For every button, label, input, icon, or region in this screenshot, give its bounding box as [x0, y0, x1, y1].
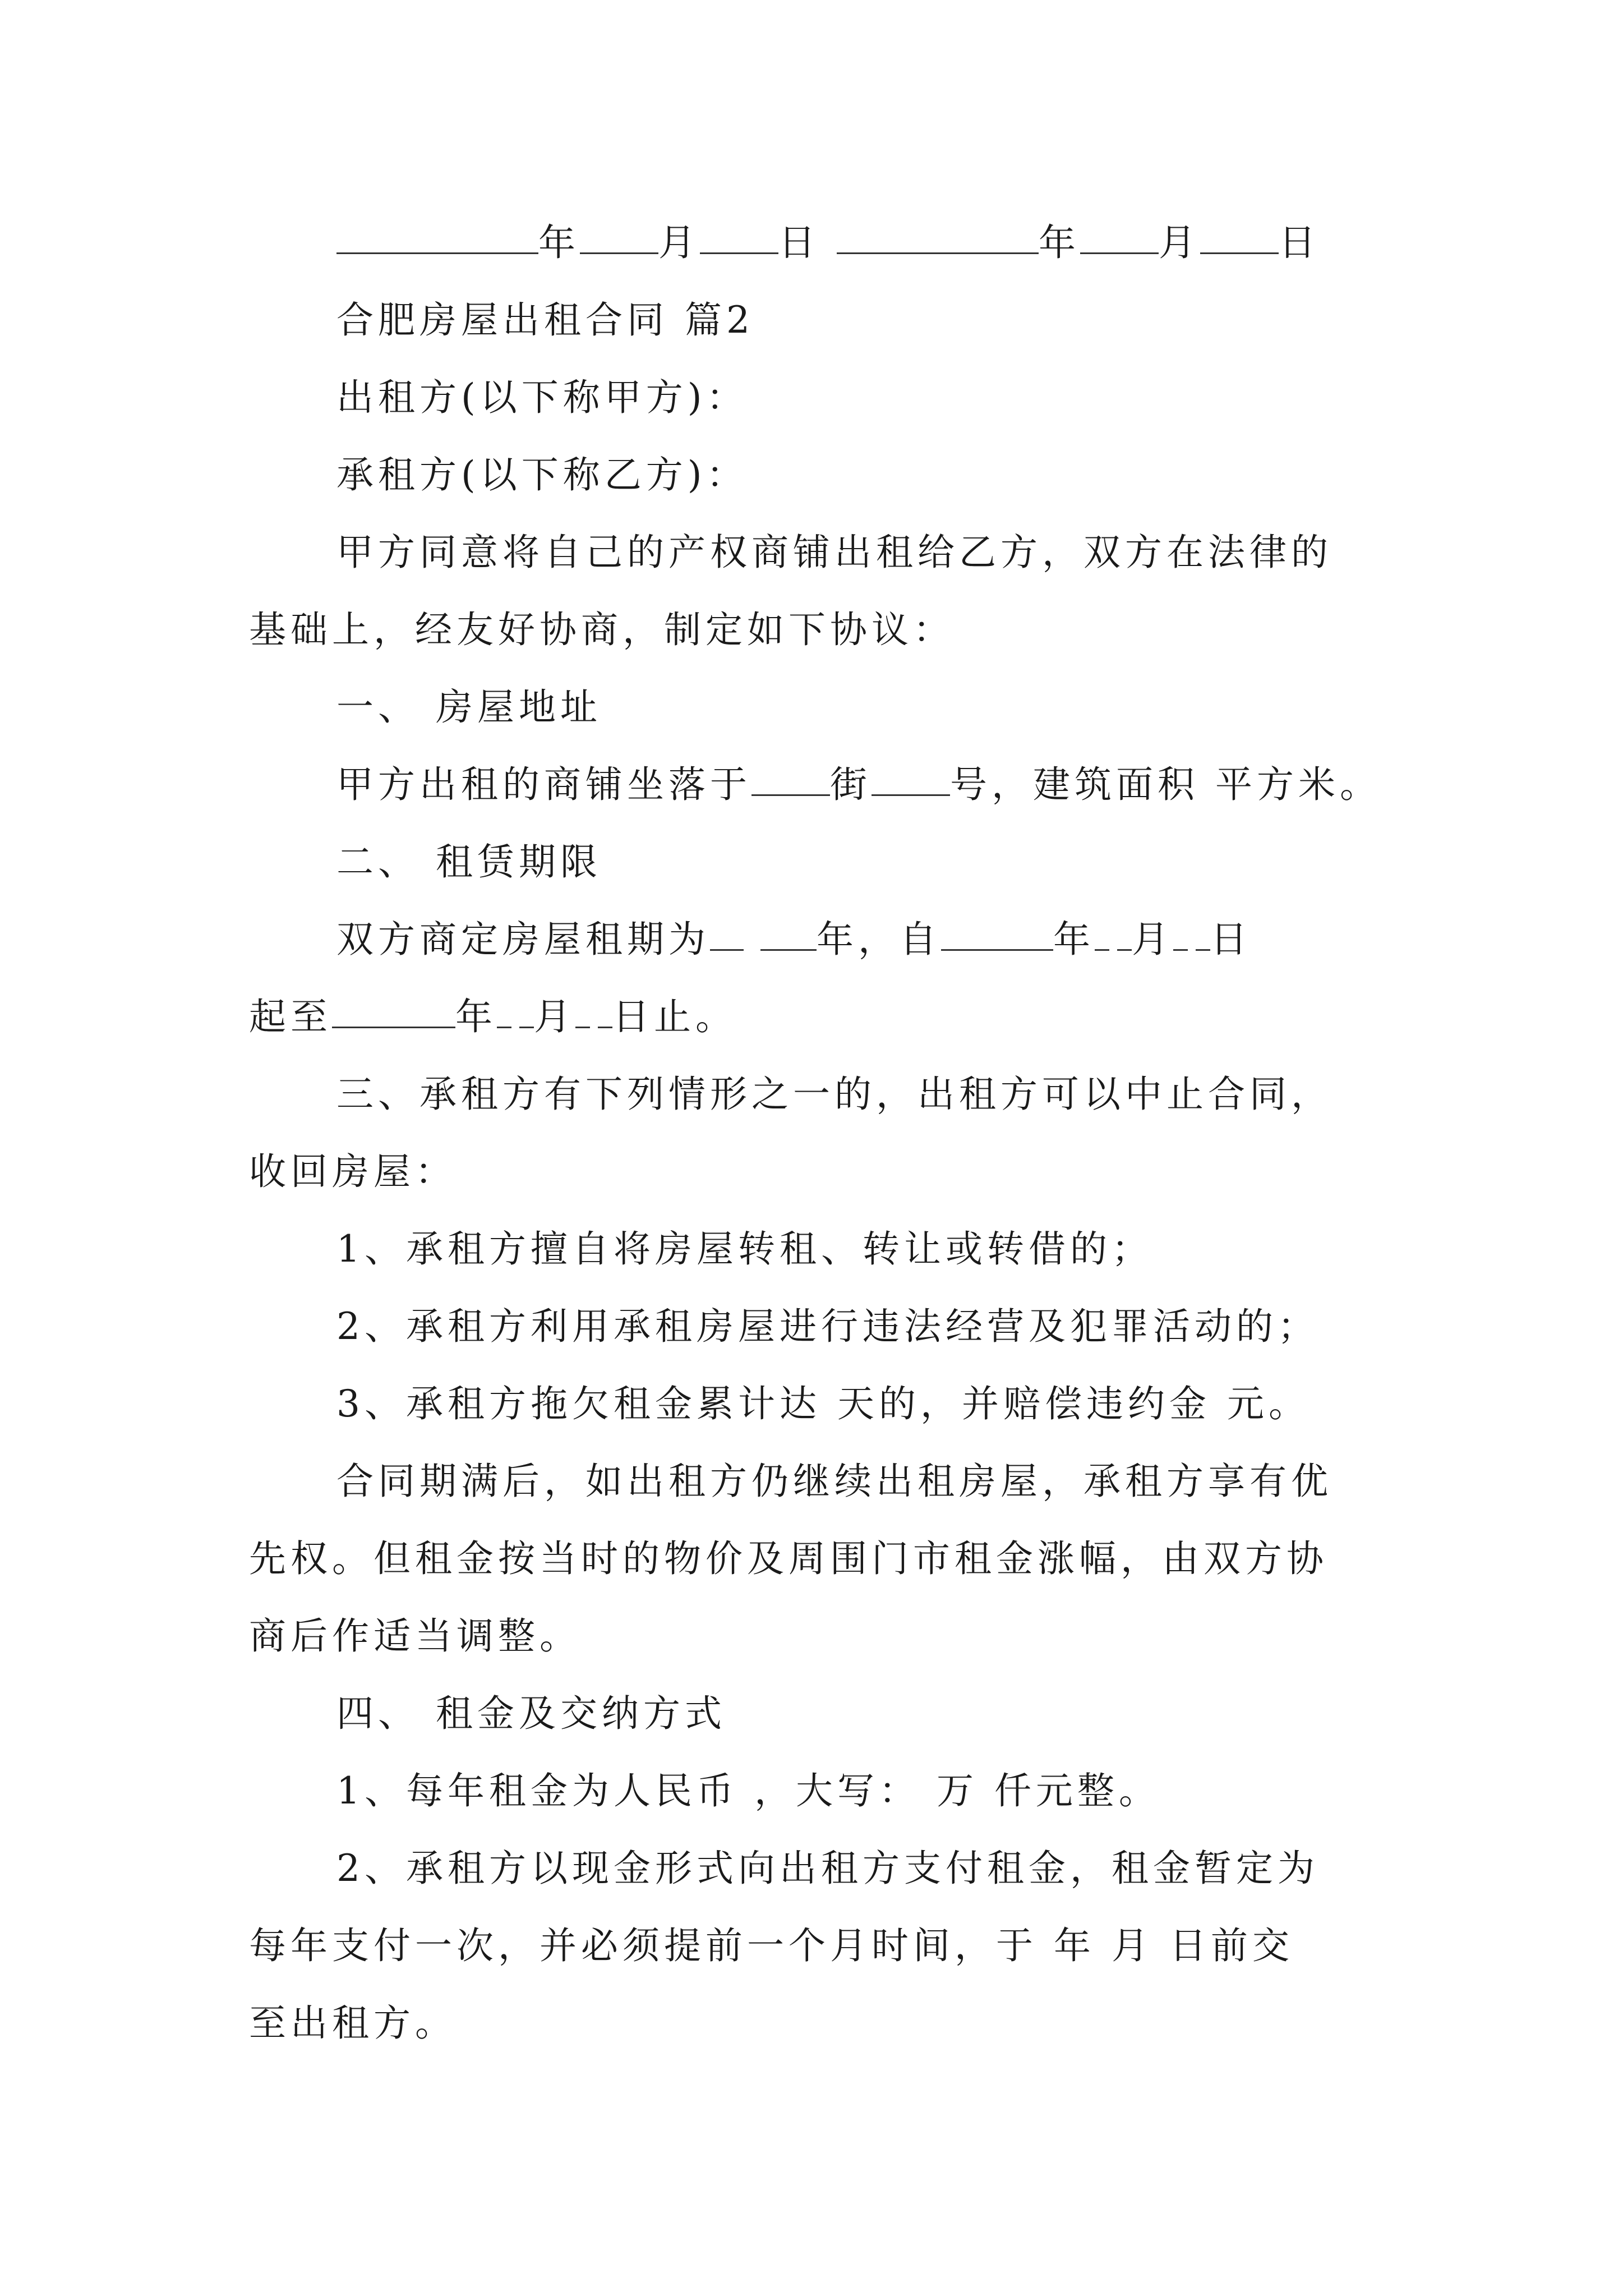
s2-l1-b: 年，自 [817, 918, 941, 961]
rent-item-2-line-2: 每年支付一次，并必须提前一个月时间，于 年 月 日前交 [249, 1924, 1294, 1967]
renewal-line-3: 商后作适当调整。 [249, 1614, 581, 1658]
lessee-line: 承租方(以下称乙方)： [336, 453, 748, 496]
end-month-blank-b [519, 1026, 534, 1028]
rent-item-2-line-3: 至出租方。 [249, 2001, 457, 2045]
list-item-3: 3、承租方拖欠租金累计达 天的，并赔偿违约金 元。 [336, 1382, 1310, 1425]
month-blank-2 [1080, 252, 1159, 254]
date-line [336, 221, 1320, 264]
end-year-blank [332, 1026, 455, 1028]
s1-text-c: 号，建筑面积 平方米。 [950, 763, 1381, 806]
s2-l1-a: 双方商定房屋租期为 [336, 918, 710, 961]
start-day-blank-b [1196, 949, 1210, 951]
month-label-2: 月 [1159, 221, 1200, 264]
year-label-2: 年 [1039, 221, 1080, 264]
doc-title: 合肥房屋出租合同 篇2 [336, 298, 754, 342]
s2-l2-d: 日止。 [612, 995, 737, 1038]
section-1-title: 一、 房屋地址 [336, 685, 602, 729]
section-4-title: 四、 租金及交纳方式 [336, 1692, 726, 1735]
year-label-1: 年 [538, 221, 580, 264]
year-blank-1 [336, 252, 538, 254]
s2-l1-e: 日 [1210, 918, 1252, 961]
month-blank-1 [580, 252, 658, 254]
section-1-text [336, 763, 1381, 806]
s2-l1-c: 年 [1053, 918, 1095, 961]
intro-line-2: 基础上，经友好协商，制定如下协议： [249, 608, 955, 651]
end-day-blank-a [575, 1026, 590, 1028]
start-year-blank [941, 949, 1053, 951]
rent-item-1: 1、每年租金为人民币 ，大写： 万 仟元整。 [336, 1769, 1160, 1812]
renewal-line-2: 先权。但租金按当时的物价及周围门市租金涨幅，由双方协 [249, 1537, 1328, 1580]
section-2-title: 二、 租赁期限 [336, 840, 602, 884]
number-blank [872, 794, 950, 796]
end-day-blank-b [598, 1026, 612, 1028]
list-item-2: 2、承租方利用承租房屋进行违法经营及犯罪活动的； [336, 1305, 1319, 1348]
intro-line-1: 甲方同意将自己的产权商铺出租给乙方，双方在法律的 [336, 531, 1332, 574]
s1-text-a: 甲方出租的商铺坐落于 [336, 763, 751, 806]
term-blank-2 [760, 949, 817, 951]
lessor-line: 出租方(以下称甲方)： [336, 376, 748, 419]
s1-text-b: 街 [830, 763, 872, 806]
s2-l2-c: 月 [534, 995, 575, 1038]
start-month-blank-b [1117, 949, 1132, 951]
section-2-line-2 [249, 995, 737, 1038]
street-blank [751, 794, 830, 796]
day-label-1: 日 [778, 221, 820, 264]
renewal-line-1: 合同期满后，如出租方仍继续出租房屋，承租方享有优 [336, 1460, 1332, 1503]
year-blank-2 [837, 252, 1039, 254]
rent-item-2-line-1: 2、承租方以现金形式向出租方支付租金，租金暂定为 [336, 1847, 1319, 1890]
s2-l1-d: 月 [1132, 918, 1173, 961]
end-month-blank-a [497, 1026, 511, 1028]
start-month-blank-a [1095, 949, 1109, 951]
s2-l2-a: 起至 [249, 995, 332, 1038]
section-3-line-1: 三、承租方有下列情形之一的，出租方可以中止合同， [336, 1073, 1332, 1116]
list-item-1: 1、承租方擅自将房屋转租、转让或转借的； [336, 1227, 1153, 1271]
s2-l2-b: 年 [455, 995, 497, 1038]
day-blank-1 [700, 252, 778, 254]
month-label-1: 月 [658, 221, 700, 264]
day-label-2: 日 [1279, 221, 1320, 264]
term-blank-1 [710, 949, 744, 951]
day-blank-2 [1200, 252, 1279, 254]
section-3-line-2: 收回房屋： [249, 1150, 457, 1193]
start-day-blank-a [1173, 949, 1188, 951]
section-2-line-1 [336, 918, 1252, 961]
